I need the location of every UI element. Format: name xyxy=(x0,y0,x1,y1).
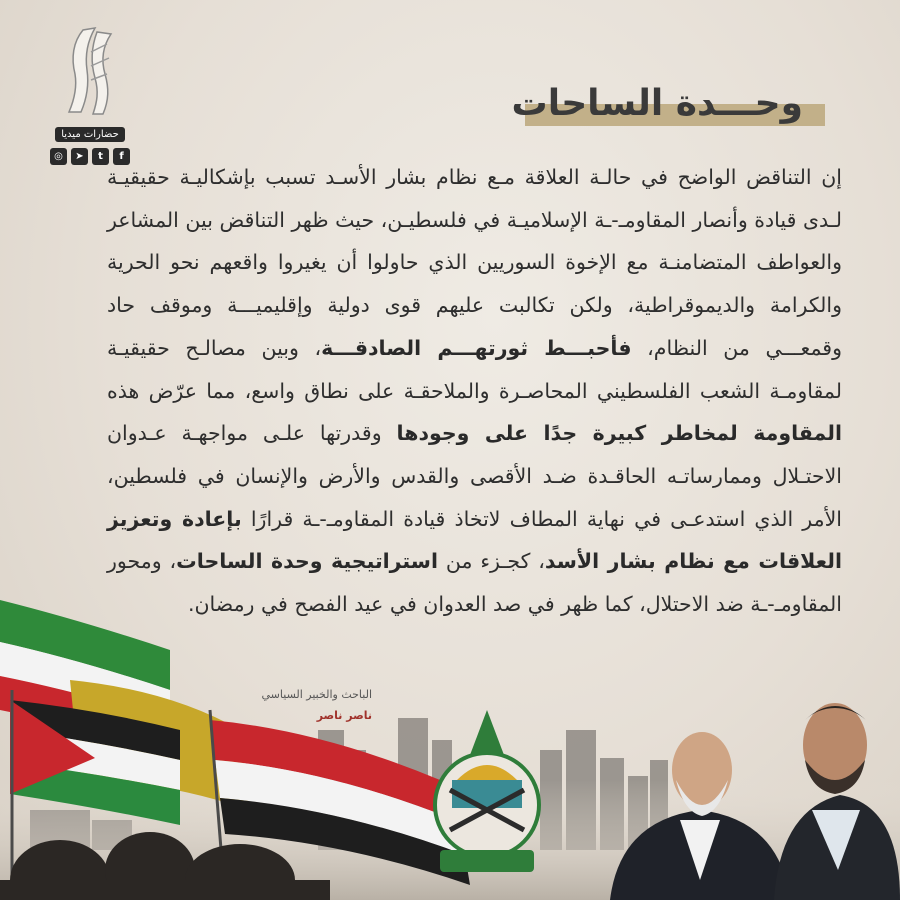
instagram-icon[interactable]: ◎ xyxy=(50,148,67,165)
brand-logo-block xyxy=(40,22,140,165)
body-segment: ، كجـزء من xyxy=(437,549,545,574)
body-emphasis: فأحبـــط ثورتهـــم الصادقـــة xyxy=(321,335,632,360)
body-segment: ، وبين مصالـح حقيقيـة لمقاومـة الشعب الفلسطيني المحاصـرة والملاحقـة على نطاق واسع، مما عرّض هذه xyxy=(107,335,842,403)
page-title: وحـــدة الساحات xyxy=(511,83,803,124)
brand-logo-icon xyxy=(55,22,125,118)
body-segment: ، ومحور المقاومـ-ـة ضد الاحتلال، كما ظهر في صد العدوان في عيد الفصح في رمضان. xyxy=(107,549,842,617)
body-emphasis: استراتيجية وحدة الساحات xyxy=(176,549,438,574)
author-name: ناصر ناصر xyxy=(316,709,372,722)
body-emphasis: المقاومة لمخاطر كبيرة جدًا على وجودها xyxy=(396,421,842,446)
author-block xyxy=(212,688,372,722)
title-block xyxy=(511,82,825,128)
body-segment: إن التناقض الواضح في حالـة العلاقة مـع نظام بشار الأسـد تسبب بإشكاليـة حقيقيـة لـدى قيادة وأنصار المقاومـ-ـة الإسلاميـة في فلسطيـن، حيث ظهر التناقض بين المشاعر والعواطف المتضامنـة مع الإخوة السوريين الذي حاولوا أن يغيروا واقعهم نحو الحرية والكرامة والديموقراطية، ولكن تكالبت عليهم قوى دولية وإقليميـــة وموقف حاد وقمعـــي من النظام، xyxy=(107,165,842,360)
twitter-icon[interactable]: t xyxy=(92,148,109,165)
body-emphasis: بإعادة وتعزيز العلاقات مع نظام بشار الأسد xyxy=(107,506,842,574)
body-segment: وقدرتها علـى مواجهـة عـدوان الاحتـلال وممارساتـه الحاقـدة ضـد الأقصى والقدس والأرض والإنسان في فلسطين، الأمر الذي استدعـى في نهاية المطاف لاتخاذ قيادة المقاومـ-ـة قرارًا xyxy=(107,421,842,531)
telegram-icon[interactable]: ➤ xyxy=(71,148,88,165)
facebook-icon[interactable]: f xyxy=(113,148,130,165)
brand-name: حضارات ميديا xyxy=(55,127,125,142)
article-body xyxy=(107,156,842,626)
scene-illustration xyxy=(0,580,900,900)
author-role: الباحث والخبير السياسي xyxy=(261,688,372,701)
background-scene xyxy=(0,580,900,900)
